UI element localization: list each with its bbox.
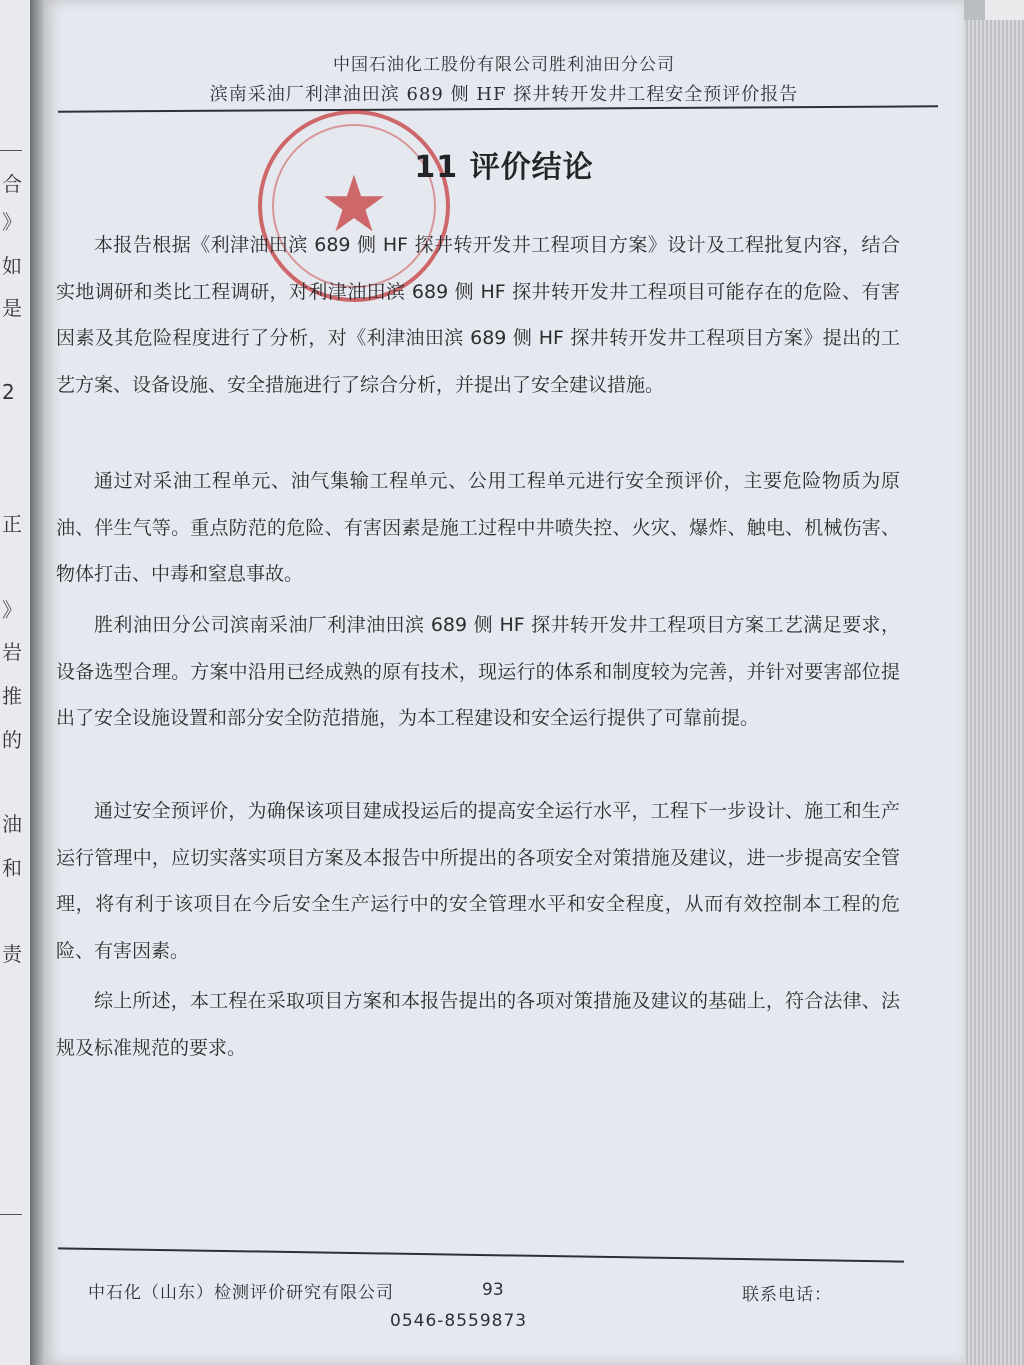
facing-page-fragment: 合 (2, 172, 22, 196)
facing-page-fragment: 推 (2, 684, 22, 708)
seal-star-icon: ★ (319, 160, 389, 250)
document-page (44, 0, 964, 1365)
header-organization: 中国石油化工股份有限公司胜利油田分公司 (333, 55, 675, 75)
conclusion-paragraph: 综上所述，本工程在采取项目方案和本报告提出的各项对策措施及建议的基础上，符合法律、法规及标准规范的要求。 (56, 990, 900, 1059)
footer-rule (58, 1247, 904, 1262)
page-number: 93 (482, 1280, 504, 1300)
facing-page-fragment: 如 (2, 254, 22, 278)
header-rule (58, 105, 938, 112)
facing-page-fragment: 》 (2, 210, 22, 234)
facing-page-fragment: 责 (2, 942, 22, 966)
facing-page-edge (0, 0, 31, 1365)
facing-page-fragment: 油 (2, 812, 22, 836)
footer-company: 中石化（山东）检测评价研究有限公司 (88, 1283, 394, 1303)
facing-page-rule (0, 150, 22, 151)
facing-page-fragment: 和 (2, 856, 22, 880)
footer-phone-label: 联系电话： (742, 1285, 832, 1305)
conclusion-paragraph: 本报告根据《利津油田滨 689 侧 HF 探井转开发井工程项目方案》设计及工程批复内容，结合实地调研和类比工程调研，对利津油田滨 689 侧 HF 探井转开发井工程项目可能存在的危险、有害因素及其危险程度进行了分析，对《利津油田滨 689 侧 HF 探井转开发井工程项目方案》提出的工艺方案、设备设施、安全措施进行了综合分析，并提出了安全建议措施。 (56, 234, 900, 396)
page-edge-stack (960, 20, 1024, 1365)
facing-page-fragment: 2 (2, 380, 15, 404)
conclusion-paragraph: 胜利油田分公司滨南采油厂利津油田滨 689 侧 HF 探井转开发井工程项目方案工艺满足要求，设备选型合理。方案中沿用已经成熟的原有技术，现运行的体系和制度较为完善，并针对要害部位提出了安全设施设置和部分安全防范措施，为本工程建设和安全运行提供了可靠前提。 (56, 614, 900, 729)
conclusion-paragraph: 通过安全预评价，为确保该项目建成投运后的提高安全运行水平，工程下一步设计、施工和生产运行管理中，应切实落实项目方案及本报告中所提出的各项安全对策措施及建议，进一步提高安全管理，将有利于该项目在今后安全生产运行中的安全管理水平和安全程度，从而有效控制本工程的危险、有害因素。 (56, 800, 900, 962)
facing-page-fragment: 的 (2, 728, 22, 752)
facing-page-fragment: 岩 (2, 640, 22, 664)
footer-phone: 0546-8559873 (390, 1311, 528, 1331)
facing-page-fragment: 正 (2, 512, 22, 536)
facing-page-fragment: 》 (2, 598, 22, 622)
conclusion-paragraph: 通过对采油工程单元、油气集输工程单元、公用工程单元进行安全预评价，主要危险物质为原油、伴生气等。重点防范的危险、有害因素是施工过程中井喷失控、火灾、爆炸、触电、机械伤害、物体打击、中毒和窒息事故。 (56, 470, 900, 585)
section-title: 11 评价结论 (414, 150, 594, 185)
header-report-title: 滨南采油厂利津油田滨 689 侧 HF 探井转开发井工程安全预评价报告 (209, 84, 799, 105)
facing-page-fragment: 是 (2, 296, 22, 320)
facing-page-rule (0, 1214, 22, 1215)
